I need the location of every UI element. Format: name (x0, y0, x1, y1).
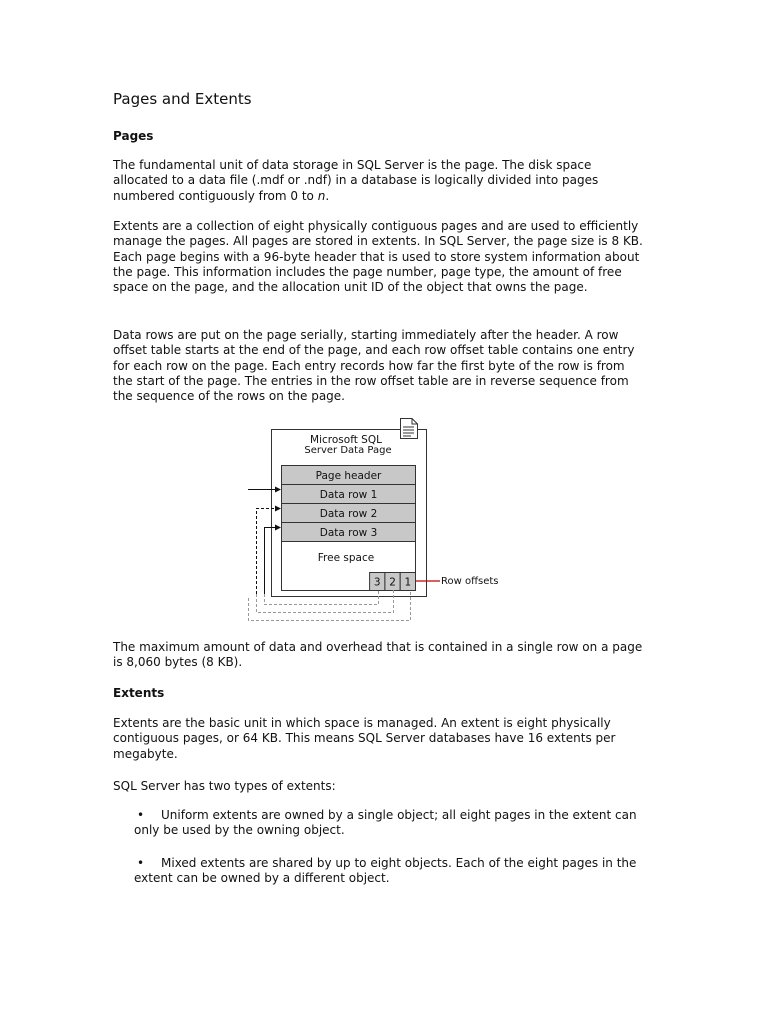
extents-paragraph-1: Extents are the basic unit in which space is managed. An extent is eight physically contiguous pages, or 64 KB. This means SQL Server databases have 16 extents per megabyte. (113, 716, 616, 761)
document-icon (401, 419, 418, 439)
pages-paragraph-2: Extents are a collection of eight physically contiguous pages and are used to efficiently manage the pages. All pages are stored in extents. In SQL Server, the page size is 8 KB. Each page begins with a 96-byte header that is used to store system information about the page. This information includes the page number, page type, the amount of free space on the page, and the allocation unit ID of the object that owns the page. (113, 219, 643, 295)
extents-paragraph-2: SQL Server has two types of extents: (113, 779, 336, 793)
pages-paragraph-3: Data rows are put on the page serially, starting immediately after the header. A row offset table starts at the end of the page, and each row offset table contains one entry for each row on the page. Each entry records how far the first byte of the row is from the start of the page. The entries in the row offset table are in reverse sequence from the sequence of the rows on the page. (113, 328, 635, 404)
diagram-title-line-2: Server Data Page (304, 445, 392, 456)
offset-slot-label: 2 (389, 576, 396, 589)
diagram-row-label: Data row 1 (319, 489, 378, 501)
bullet-text-mixed: Mixed extents are shared by up to eight objects. Each of the eight pages in the extent can be owned by a different object. (134, 856, 637, 886)
bullet-text-uniform: Uniform extents are owned by a single object; all eight pages in the extent can only be used by the owning object. (134, 808, 637, 838)
diagram-title-line-1: Microsoft SQL (310, 434, 382, 446)
bullet-dot: • (137, 856, 145, 870)
offset-slot-label: 3 (373, 576, 381, 589)
diagram-row-label: Page header (315, 470, 382, 482)
diagram-row-label: Data row 2 (319, 508, 378, 520)
pages-paragraph-1-text: The fundamental unit of data storage in SQL Server is the page. The disk space allocated to a data file (.mdf or .ndf) in a database is logically divided into pages numbered contiguously from 0 to (113, 158, 599, 203)
diagram-row-label: Data row 3 (319, 527, 378, 539)
free-space-label: Free space (317, 552, 375, 564)
offset-group (370, 573, 416, 591)
pages-paragraph-1-italic: n (317, 188, 326, 203)
page-title: Pages and Extents (113, 90, 252, 108)
extents-heading: Extents (113, 686, 165, 700)
pages-paragraph-4: The maximum amount of data and overhead that is contained in a single row on a page is 8,060 bytes (8 KB). (113, 640, 643, 670)
row-offsets-label: Row offsets (441, 576, 499, 587)
row-group (282, 466, 416, 542)
offset-slot-label: 1 (404, 576, 412, 589)
pages-paragraph-1-end: . (325, 188, 330, 203)
bullet-dot: • (137, 808, 145, 822)
pages-heading: Pages (113, 129, 154, 143)
